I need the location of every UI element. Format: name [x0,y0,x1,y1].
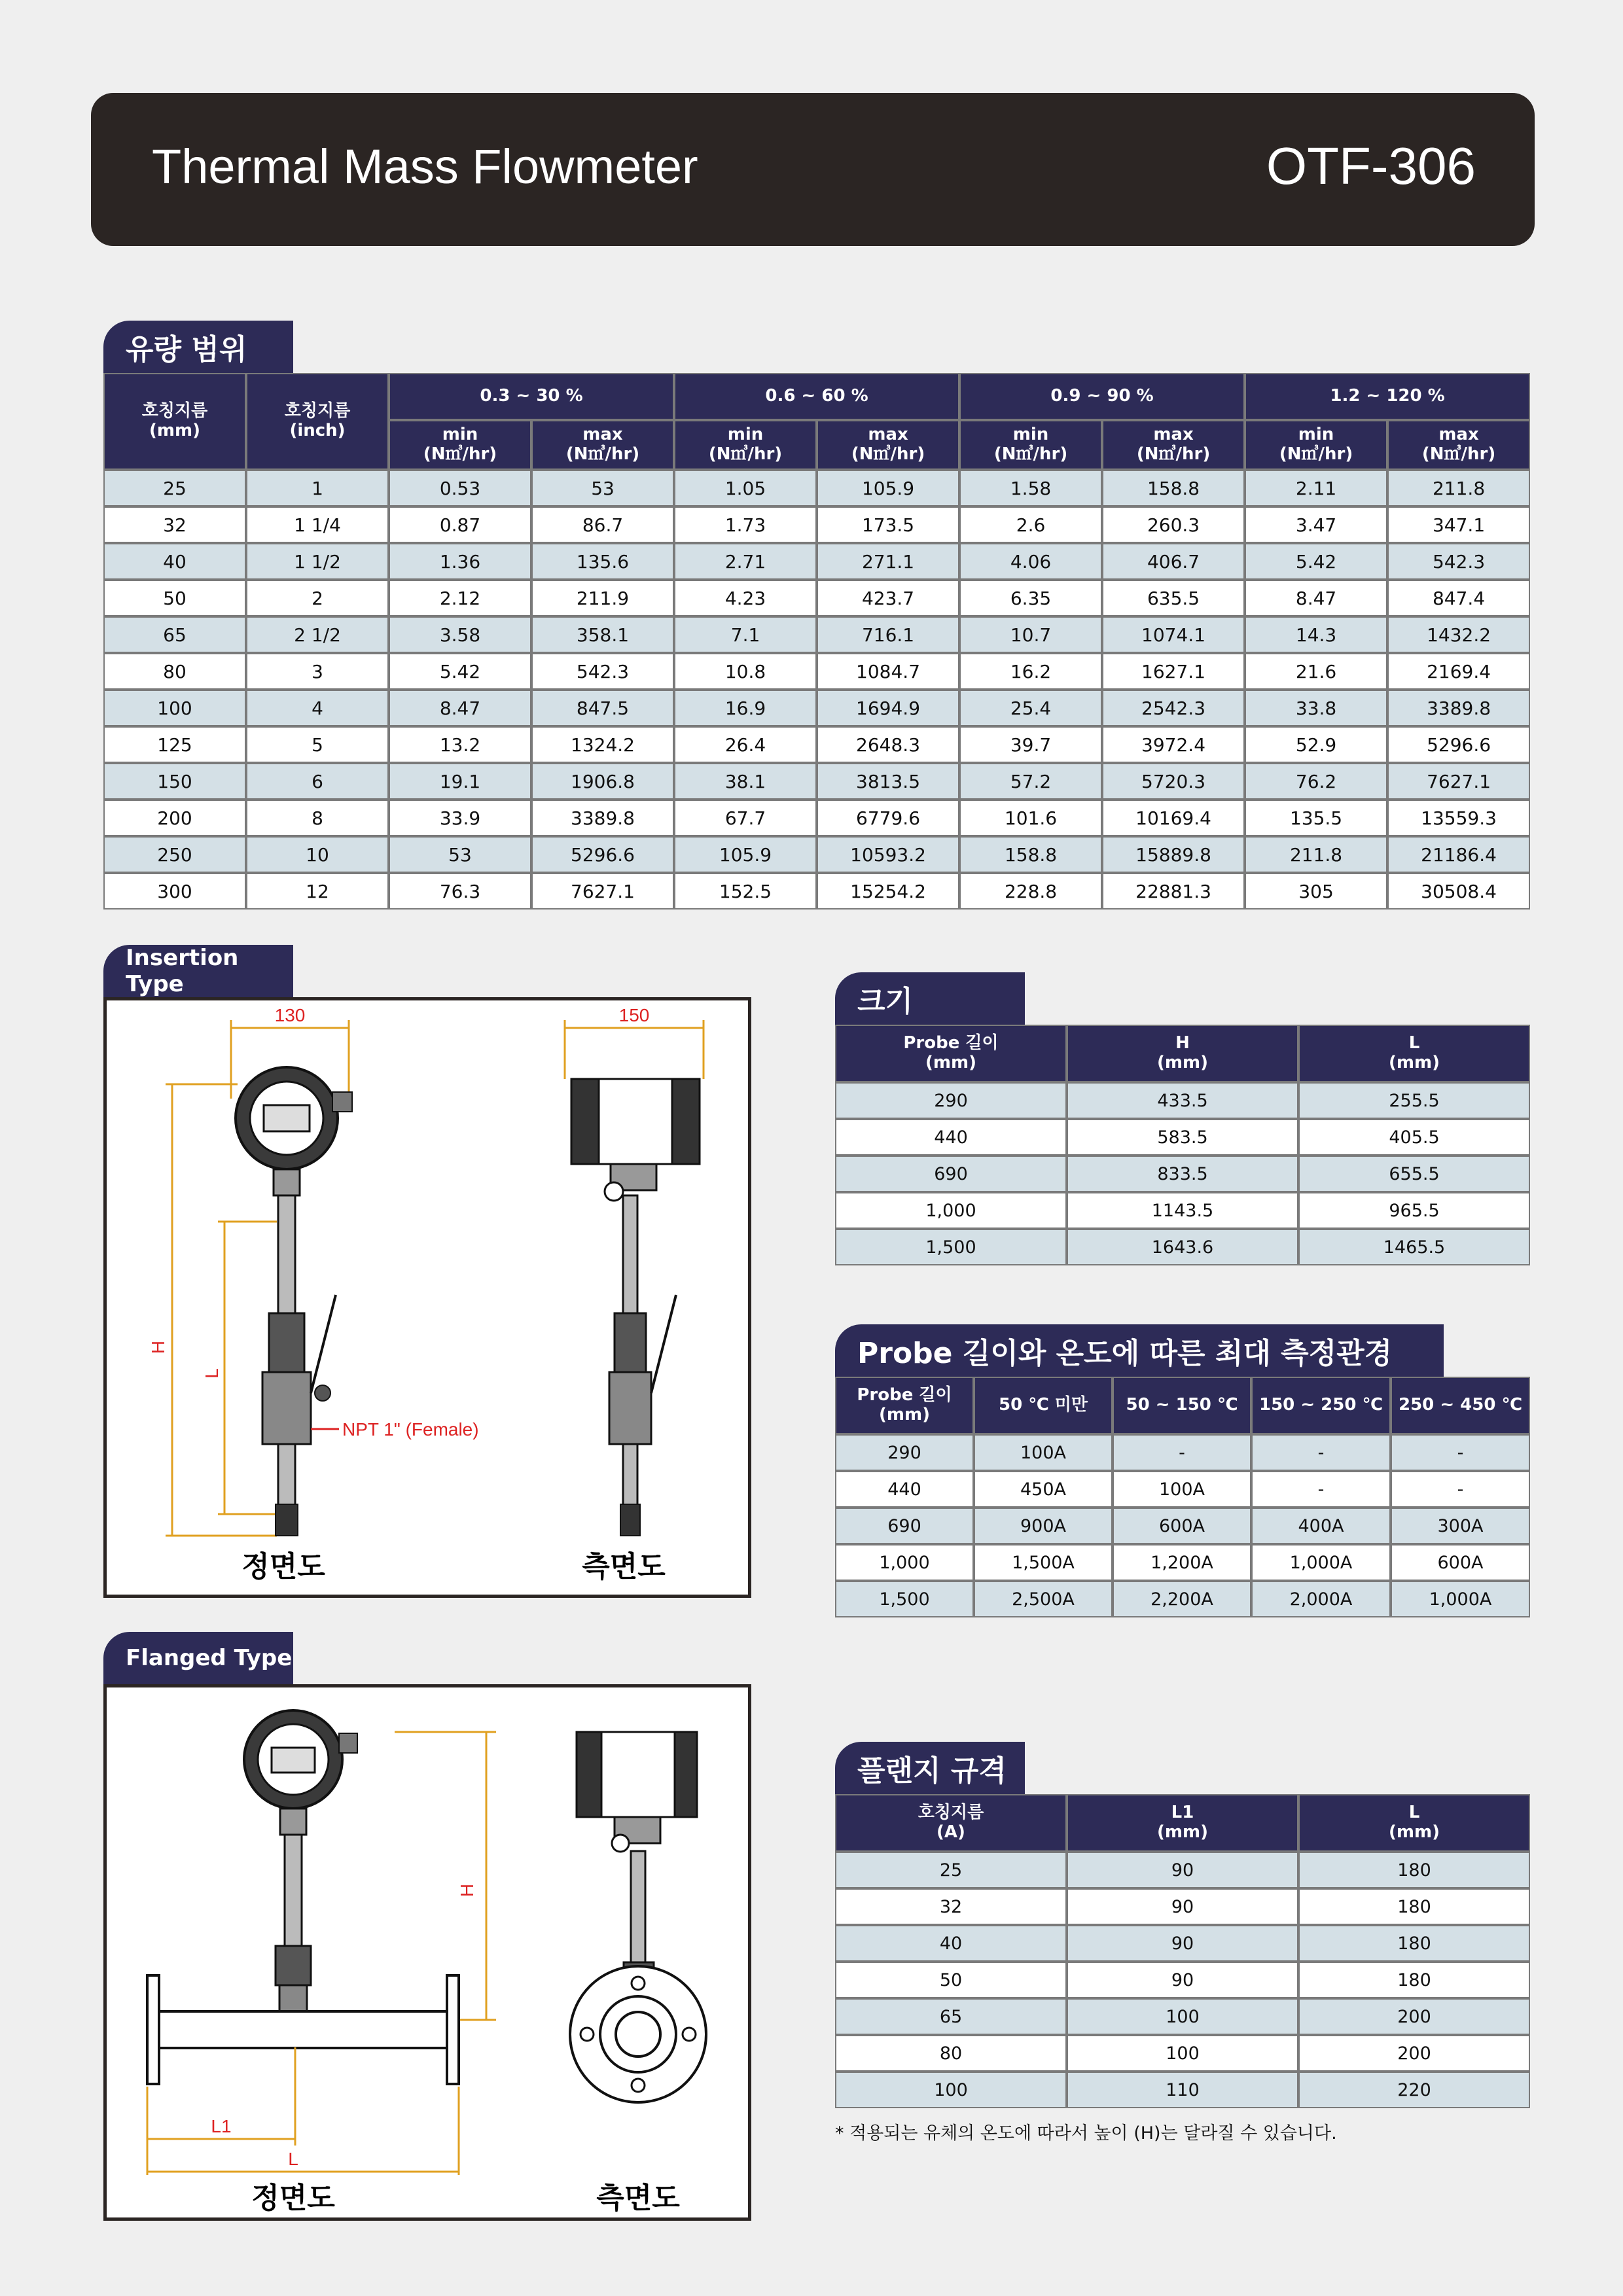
table-cell: 158.8 [1102,470,1245,506]
sensor-tip [276,1504,298,1536]
table-cell: 6 [246,763,389,800]
table-cell: 32 [103,506,246,543]
column-header: Probe 길이 (mm) [835,1377,974,1434]
table-cell: 1,000A [1251,1544,1391,1581]
table-row [103,836,1530,873]
table-cell: 4 [246,690,389,726]
table-cell: 440 [835,1471,974,1508]
table-cell: 1,000A [1391,1581,1530,1617]
table-cell: 1 1/4 [246,506,389,543]
table-cell: 22881.3 [1102,873,1245,910]
table-cell: 90 [1067,1962,1298,1998]
table-cell: 3972.4 [1102,726,1245,763]
table-cell: - [1251,1434,1391,1471]
table-row [835,1962,1530,1998]
table-cell: 100 [1067,1998,1298,2035]
table-row [103,506,1530,543]
table-cell: 1084.7 [817,653,959,690]
flange-left [147,1975,159,2084]
pipe-body [159,2011,447,2048]
table-cell: 3 [246,653,389,690]
table-cell: 2648.3 [817,726,959,763]
table-cell: 125 [103,726,246,763]
table-row [103,690,1530,726]
dim-label-l: L [288,2149,298,2169]
page-title: Thermal Mass Flowmeter [152,139,698,194]
compression-fitting [269,1313,304,1372]
flange-table [835,1794,1530,2108]
table-cell: - [1113,1434,1251,1471]
table-cell: 1143.5 [1067,1192,1298,1229]
size-heading: 크기 [835,972,1025,1025]
table-cell: 2542.3 [1102,690,1245,726]
table-cell: 105.9 [674,836,817,873]
front-view-caption: 정면도 [241,1550,325,1583]
table-cell: 635.5 [1102,580,1245,616]
table-cell: 100A [1113,1471,1251,1508]
table-cell: 53 [531,470,674,506]
dim-label-h: H [148,1340,168,1354]
table-row [835,1998,1530,2035]
column-header: 150 ~ 250 ℃ [1251,1377,1391,1434]
column-header: H (mm) [1067,1025,1298,1082]
table-cell: 405.5 [1298,1119,1530,1156]
table-cell: 655.5 [1298,1156,1530,1192]
table-cell: 847.5 [531,690,674,726]
side-view-caption: 측면도 [596,2181,680,2215]
table-cell: 450A [974,1471,1113,1508]
table-row [835,2035,1530,2072]
table-row [835,1581,1530,1617]
insertion-diagram-panel [103,997,751,1598]
table-cell: 4.06 [959,543,1102,580]
table-row [103,470,1530,506]
table-cell: 152.5 [674,873,817,910]
table-cell: 40 [103,543,246,580]
table-cell: 200 [1298,1998,1530,2035]
table-row [835,1925,1530,1962]
table-cell: 833.5 [1067,1156,1298,1192]
table-cell: 90 [1067,1852,1298,1888]
table-cell: 3.58 [389,616,531,653]
table-cell: 173.5 [817,506,959,543]
table-cell: 300 [103,873,246,910]
transmitter-housing [601,1732,675,1817]
table-cell: 2,200A [1113,1581,1251,1617]
dim-side-width: 150 [618,1005,650,1025]
table-cell: 300A [1391,1508,1530,1544]
transmitter-housing [599,1079,672,1164]
table-cell: 5296.6 [1387,726,1530,763]
table-cell: 26.4 [674,726,817,763]
min-header: min (N㎥/hr) [389,420,531,470]
dim-label-l: L [202,1368,222,1379]
table-cell: 2 [246,580,389,616]
table-cell: 135.5 [1245,800,1387,836]
insertion-diagram [107,1000,748,1595]
column-header: L (mm) [1298,1025,1530,1082]
table-cell: 10169.4 [1102,800,1245,836]
table-cell: 1,000 [835,1192,1067,1229]
table-cell: 53 [389,836,531,873]
table-cell: 716.1 [817,616,959,653]
min-header: min (N㎥/hr) [1245,420,1387,470]
table-cell: 12 [246,873,389,910]
table-row [835,1544,1530,1581]
table-cell: 1.36 [389,543,531,580]
table-cell: 180 [1298,1888,1530,1925]
table-cell: 290 [835,1082,1067,1119]
table-cell: 1465.5 [1298,1229,1530,1265]
flanged-diagram [107,1687,748,2217]
column-header: 호칭지름 (A) [835,1794,1067,1852]
table-cell: 228.8 [959,873,1102,910]
table-cell: 7627.1 [1387,763,1530,800]
table-cell: 6779.6 [817,800,959,836]
table-cell: 7.1 [674,616,817,653]
table-cell: 15889.8 [1102,836,1245,873]
table-cell: 2169.4 [1387,653,1530,690]
table-cell: 2 1/2 [246,616,389,653]
col-nominal-inch: 호칭지름 (inch) [246,373,389,470]
table-row [835,1852,1530,1888]
table-cell: 8 [246,800,389,836]
size-table [835,1025,1530,1265]
table-cell: 10 [246,836,389,873]
table-cell: 1,500A [974,1544,1113,1581]
table-cell: 25 [103,470,246,506]
table-row [103,726,1530,763]
table-cell: 542.3 [1387,543,1530,580]
flow-range-table [103,373,1530,910]
table-cell: 76.3 [389,873,531,910]
group-header: 1.2 ~ 120 % [1245,373,1530,420]
table-cell: 80 [835,2035,1067,2072]
table-cell: 5 [246,726,389,763]
table-cell: 1 1/2 [246,543,389,580]
table-row [835,1156,1530,1192]
table-cell: - [1251,1471,1391,1508]
table-row [835,2072,1530,2108]
table-cell: 1.05 [674,470,817,506]
table-cell: 1.58 [959,470,1102,506]
table-cell: 690 [835,1508,974,1544]
table-cell: 1643.6 [1067,1229,1298,1265]
table-row [103,800,1530,836]
table-cell: 200 [1298,2035,1530,2072]
table-cell: 211.9 [531,580,674,616]
table-cell: 583.5 [1067,1119,1298,1156]
table-cell: 965.5 [1298,1192,1530,1229]
table-cell: 33.8 [1245,690,1387,726]
table-cell: 101.6 [959,800,1102,836]
table-row [103,873,1530,910]
table-cell: 13.2 [389,726,531,763]
table-cell: 76.2 [1245,763,1387,800]
table-cell: 180 [1298,1962,1530,1998]
table-cell: 1,500 [835,1229,1067,1265]
table-cell: 0.87 [389,506,531,543]
table-cell: 14.3 [1245,616,1387,653]
table-cell: 220 [1298,2072,1530,2108]
table-cell: 0.53 [389,470,531,506]
table-row [835,1888,1530,1925]
group-header: 0.6 ~ 60 % [674,373,959,420]
table-cell: 1,000 [835,1544,974,1581]
table-cell: 5296.6 [531,836,674,873]
flange-right [447,1975,459,2084]
table-cell: 600A [1391,1544,1530,1581]
column-header: L (mm) [1298,1794,1530,1852]
table-cell: 1,200A [1113,1544,1251,1581]
table-cell: 5.42 [389,653,531,690]
dim-label-l1: L1 [211,2116,232,2136]
table-cell: 271.1 [817,543,959,580]
table-cell: 65 [835,1998,1067,2035]
table-cell: 7627.1 [531,873,674,910]
table-row [835,1508,1530,1544]
insertion-front-view [148,1005,479,1583]
table-cell: 25.4 [959,690,1102,726]
table-cell: 105.9 [817,470,959,506]
table-cell: 10.8 [674,653,817,690]
table-cell: 180 [1298,1925,1530,1962]
table-cell: 2.11 [1245,470,1387,506]
table-cell: 100 [835,2072,1067,2108]
table-cell: 13559.3 [1387,800,1530,836]
col-nominal-mm: 호칭지름 (mm) [103,373,246,470]
max-header: max (N㎥/hr) [817,420,959,470]
max-header: max (N㎥/hr) [1102,420,1245,470]
table-cell: 1432.2 [1387,616,1530,653]
table-cell: 15254.2 [817,873,959,910]
table-row [835,1471,1530,1508]
table-cell: 50 [103,580,246,616]
table-cell: 2.6 [959,506,1102,543]
table-cell: 433.5 [1067,1082,1298,1119]
table-cell: - [1391,1471,1530,1508]
table-cell: 38.1 [674,763,817,800]
table-cell: - [1391,1434,1530,1471]
max-header: max (N㎥/hr) [1387,420,1530,470]
table-cell: 10593.2 [817,836,959,873]
table-cell: 255.5 [1298,1082,1530,1119]
table-row [835,1082,1530,1119]
table-cell: 150 [103,763,246,800]
flow-range-heading: 유량 범위 [103,321,293,373]
table-cell: 86.7 [531,506,674,543]
dim-label-h: H [457,1883,477,1898]
table-cell: 305 [1245,873,1387,910]
table-cell: 30508.4 [1387,873,1530,910]
flanged-front-view [147,1710,496,2215]
table-cell: 33.9 [389,800,531,836]
table-row [103,543,1530,580]
table-cell: 16.9 [674,690,817,726]
table-cell: 16.2 [959,653,1102,690]
table-cell: 2.71 [674,543,817,580]
npt-label: NPT 1" (Female) [342,1419,479,1439]
insertion-side-view [565,1005,704,1583]
table-cell: 3813.5 [817,763,959,800]
table-cell: 1074.1 [1102,616,1245,653]
min-header: min (N㎥/hr) [959,420,1102,470]
table-cell: 4.23 [674,580,817,616]
table-cell: 100 [1067,2035,1298,2072]
table-cell: 406.7 [1102,543,1245,580]
column-header: 50 ~ 150 ℃ [1113,1377,1251,1434]
table-cell: 5720.3 [1102,763,1245,800]
max-header: max (N㎥/hr) [531,420,674,470]
table-cell: 290 [835,1434,974,1471]
table-cell: 423.7 [817,580,959,616]
table-cell: 57.2 [959,763,1102,800]
table-cell: 3389.8 [531,800,674,836]
column-header: Probe 길이 (mm) [835,1025,1067,1082]
table-cell: 211.8 [1387,470,1530,506]
model-number: OTF-306 [1266,137,1476,195]
table-cell: 21.6 [1245,653,1387,690]
table-cell: 347.1 [1387,506,1530,543]
table-cell: 110 [1067,2072,1298,2108]
table-row [835,1229,1530,1265]
table-cell: 100A [974,1434,1113,1471]
table-cell: 100 [103,690,246,726]
table-row [103,580,1530,616]
table-cell: 1906.8 [531,763,674,800]
table-cell: 542.3 [531,653,674,690]
table-cell: 900A [974,1508,1113,1544]
table-cell: 847.4 [1387,580,1530,616]
table-cell: 158.8 [959,836,1102,873]
side-view-caption: 측면도 [582,1550,666,1583]
column-header: 250 ~ 450 ℃ [1391,1377,1530,1434]
ball-valve-handle [311,1295,336,1393]
table-cell: 180 [1298,1852,1530,1888]
table-cell: 1.73 [674,506,817,543]
measure-heading: Probe 길이와 온도에 따른 최대 측정관경 [835,1324,1444,1377]
column-header: 50 ℃ 미만 [974,1377,1113,1434]
table-cell: 50 [835,1962,1067,1998]
table-cell: 250 [103,836,246,873]
table-cell: 90 [1067,1925,1298,1962]
column-header: L1 (mm) [1067,1794,1298,1852]
table-cell: 690 [835,1156,1067,1192]
footnote: * 적용되는 유체의 온도에 따라서 높이 (H)는 달라질 수 있습니다. [835,2123,1337,2144]
table-cell: 1694.9 [817,690,959,726]
table-cell: 3389.8 [1387,690,1530,726]
table-cell: 52.9 [1245,726,1387,763]
flanged-diagram-panel [103,1684,751,2221]
table-cell: 1627.1 [1102,653,1245,690]
group-header: 0.3 ~ 30 % [389,373,674,420]
table-cell: 211.8 [1245,836,1387,873]
table-cell: 32 [835,1888,1067,1925]
table-row [103,763,1530,800]
group-header: 0.9 ~ 90 % [959,373,1245,420]
table-cell: 65 [103,616,246,653]
flange-heading: 플랜지 규격 [835,1742,1025,1794]
flanged-side-view [570,1732,706,2215]
table-cell: 1 [246,470,389,506]
table-cell: 2,500A [974,1581,1113,1617]
table-cell: 19.1 [389,763,531,800]
table-cell: 2,000A [1251,1581,1391,1617]
table-cell: 80 [103,653,246,690]
dim-front-width: 130 [274,1005,306,1025]
front-view-caption: 정면도 [251,2181,335,2215]
table-cell: 21186.4 [1387,836,1530,873]
table-cell: 39.7 [959,726,1102,763]
table-cell: 8.47 [1245,580,1387,616]
table-row [103,616,1530,653]
table-cell: 6.35 [959,580,1102,616]
measure-table [835,1377,1530,1617]
table-cell: 358.1 [531,616,674,653]
table-cell: 40 [835,1925,1067,1962]
table-cell: 10.7 [959,616,1102,653]
insertion-type-heading: Insertion Type [103,945,293,997]
table-cell: 1,500 [835,1581,974,1617]
table-cell: 200 [103,800,246,836]
table-row [103,653,1530,690]
table-cell: 5.42 [1245,543,1387,580]
table-cell: 135.6 [531,543,674,580]
table-cell: 67.7 [674,800,817,836]
table-row [835,1119,1530,1156]
table-cell: 2.12 [389,580,531,616]
table-cell: 8.47 [389,690,531,726]
table-row [835,1434,1530,1471]
flanged-type-heading: Flanged Type [103,1632,293,1684]
table-cell: 440 [835,1119,1067,1156]
table-cell: 400A [1251,1508,1391,1544]
table-cell: 260.3 [1102,506,1245,543]
title-banner [91,93,1535,246]
table-cell: 600A [1113,1508,1251,1544]
table-cell: 25 [835,1852,1067,1888]
table-cell: 3.47 [1245,506,1387,543]
table-cell: 90 [1067,1888,1298,1925]
min-header: min (N㎥/hr) [674,420,817,470]
table-row [835,1192,1530,1229]
table-cell: 1324.2 [531,726,674,763]
